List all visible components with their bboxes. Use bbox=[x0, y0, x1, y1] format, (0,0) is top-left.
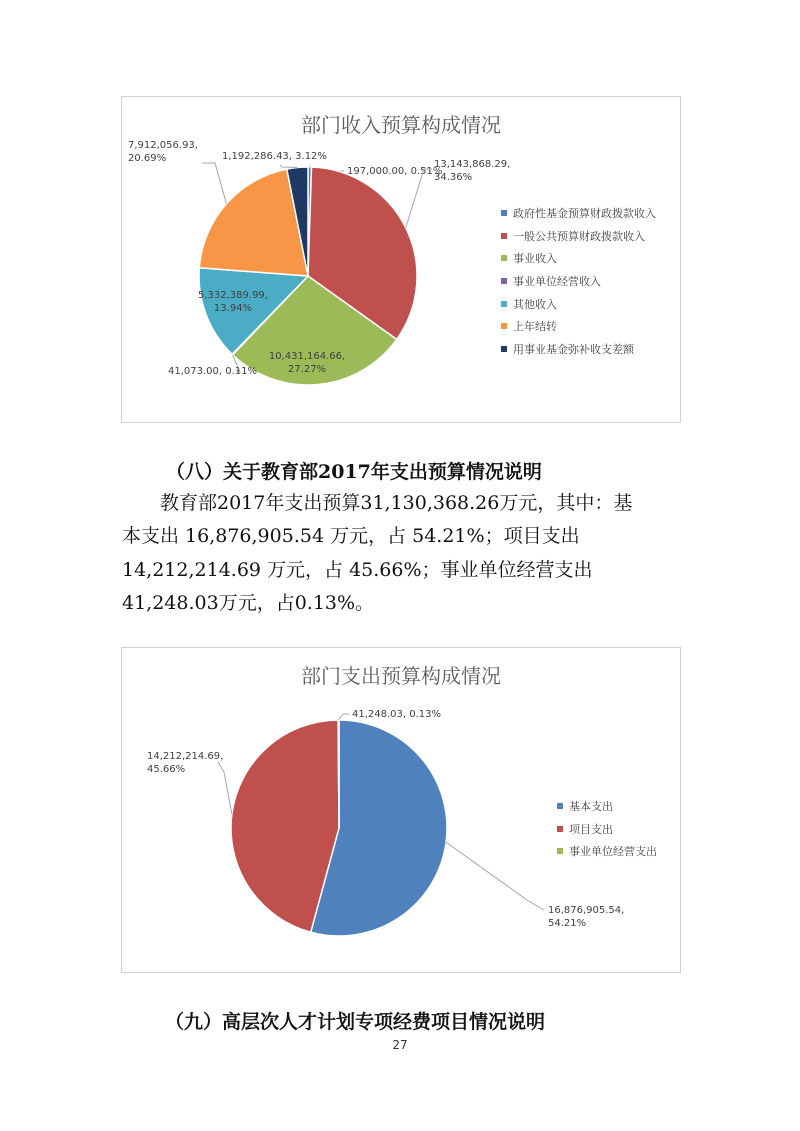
section-heading-9: （九）高层次人才计划专项经费项目情况说明 bbox=[165, 1011, 546, 1033]
legend-label: 事业收入 bbox=[513, 252, 557, 266]
legend-label: 事业单位经营收入 bbox=[513, 275, 601, 289]
income-data-label-0: 197,000.00, 0.51% bbox=[347, 166, 443, 177]
income-chart-panel bbox=[121, 96, 681, 423]
legend-item-fund-offset bbox=[501, 338, 656, 361]
expense-leader-line-2 bbox=[339, 714, 349, 720]
legend-label: 项目支出 bbox=[569, 822, 613, 836]
expense-data-label-2: 41,248.03, 0.13% bbox=[352, 709, 442, 720]
legend-label: 政府性基金预算财政拨款收入 bbox=[513, 207, 656, 221]
legend-item-carryover bbox=[501, 315, 656, 338]
legend-item-general-public bbox=[501, 225, 656, 248]
legend-swatch bbox=[501, 323, 507, 329]
expense-data-label-0: 16,876,905.54, 54.21% bbox=[548, 905, 625, 929]
legend-item-project bbox=[557, 818, 657, 841]
legend-swatch bbox=[501, 255, 507, 261]
income-data-label-3: 41,073.00, 0.11% bbox=[168, 366, 258, 377]
legend-label: 其他收入 bbox=[513, 297, 557, 311]
expense-paragraph bbox=[122, 487, 682, 620]
legend-item-gov-fund bbox=[501, 202, 656, 225]
income-leader-line-5 bbox=[202, 163, 226, 204]
paragraph-line: 教育部2017年支出预算31,130,368.26万元，其中：基 bbox=[122, 492, 633, 514]
paragraph-line: 41,248.03万元，占0.13%。 bbox=[122, 591, 375, 614]
legend-swatch bbox=[557, 848, 563, 854]
expense-leader-line-1 bbox=[218, 762, 232, 814]
legend-swatch bbox=[501, 210, 507, 216]
legend-item-business-income bbox=[501, 247, 656, 270]
legend-swatch bbox=[501, 233, 507, 239]
legend-label: 基本支出 bbox=[569, 800, 613, 814]
income-leader-line-1 bbox=[406, 169, 432, 228]
legend-label: 一般公共预算财政拨款收入 bbox=[513, 229, 645, 243]
income-data-label-2: 10,431,164.66, 27.27% bbox=[268, 351, 346, 375]
income-leader-line-6 bbox=[280, 165, 297, 168]
expense-chart-title: 部门支出预算构成情况 bbox=[301, 664, 501, 688]
legend-swatch bbox=[557, 826, 563, 832]
legend-item-other-income bbox=[501, 292, 656, 315]
expense-legend bbox=[557, 795, 657, 863]
expense-chart-panel bbox=[121, 647, 681, 973]
legend-item-operating-income bbox=[501, 270, 656, 293]
income-legend bbox=[501, 202, 656, 360]
expense-data-label-1: 14,212,214.69， 45.66% bbox=[147, 751, 231, 775]
income-data-label-4: 5,332,389.99, 13.94% bbox=[198, 290, 268, 314]
expense-leader-line-0 bbox=[446, 842, 544, 910]
section-heading-8: （八）关于教育部2017年支出预算情况说明 bbox=[166, 461, 542, 483]
income-data-label-6: 1,192,286.43, 3.12% bbox=[222, 151, 327, 162]
income-chart-title: 部门收入预算构成情况 bbox=[301, 113, 501, 137]
legend-label: 上年结转 bbox=[513, 320, 557, 334]
page-number: 27 bbox=[392, 1038, 408, 1052]
expense-slice-2 bbox=[338, 720, 339, 828]
legend-item-basic bbox=[557, 795, 657, 818]
legend-label: 事业单位经营支出 bbox=[569, 845, 657, 859]
paragraph-line: 本支出 16,876,905.54 万元，占 54.21%；项目支出 bbox=[122, 525, 580, 548]
legend-label: 用事业基金弥补收支差额 bbox=[513, 342, 634, 356]
legend-item-operating bbox=[557, 840, 657, 863]
income-data-label-5: 7,912,056.93, 20.69% bbox=[128, 140, 198, 164]
legend-swatch bbox=[501, 278, 507, 284]
legend-swatch bbox=[501, 346, 507, 352]
paragraph-line: 14,212,214.69 万元，占 45.66%；事业单位经营支出 bbox=[122, 558, 593, 581]
income-data-label-1: 13,143,868.29, 34.36% bbox=[434, 159, 511, 183]
legend-swatch bbox=[557, 803, 563, 809]
legend-swatch bbox=[501, 301, 507, 307]
